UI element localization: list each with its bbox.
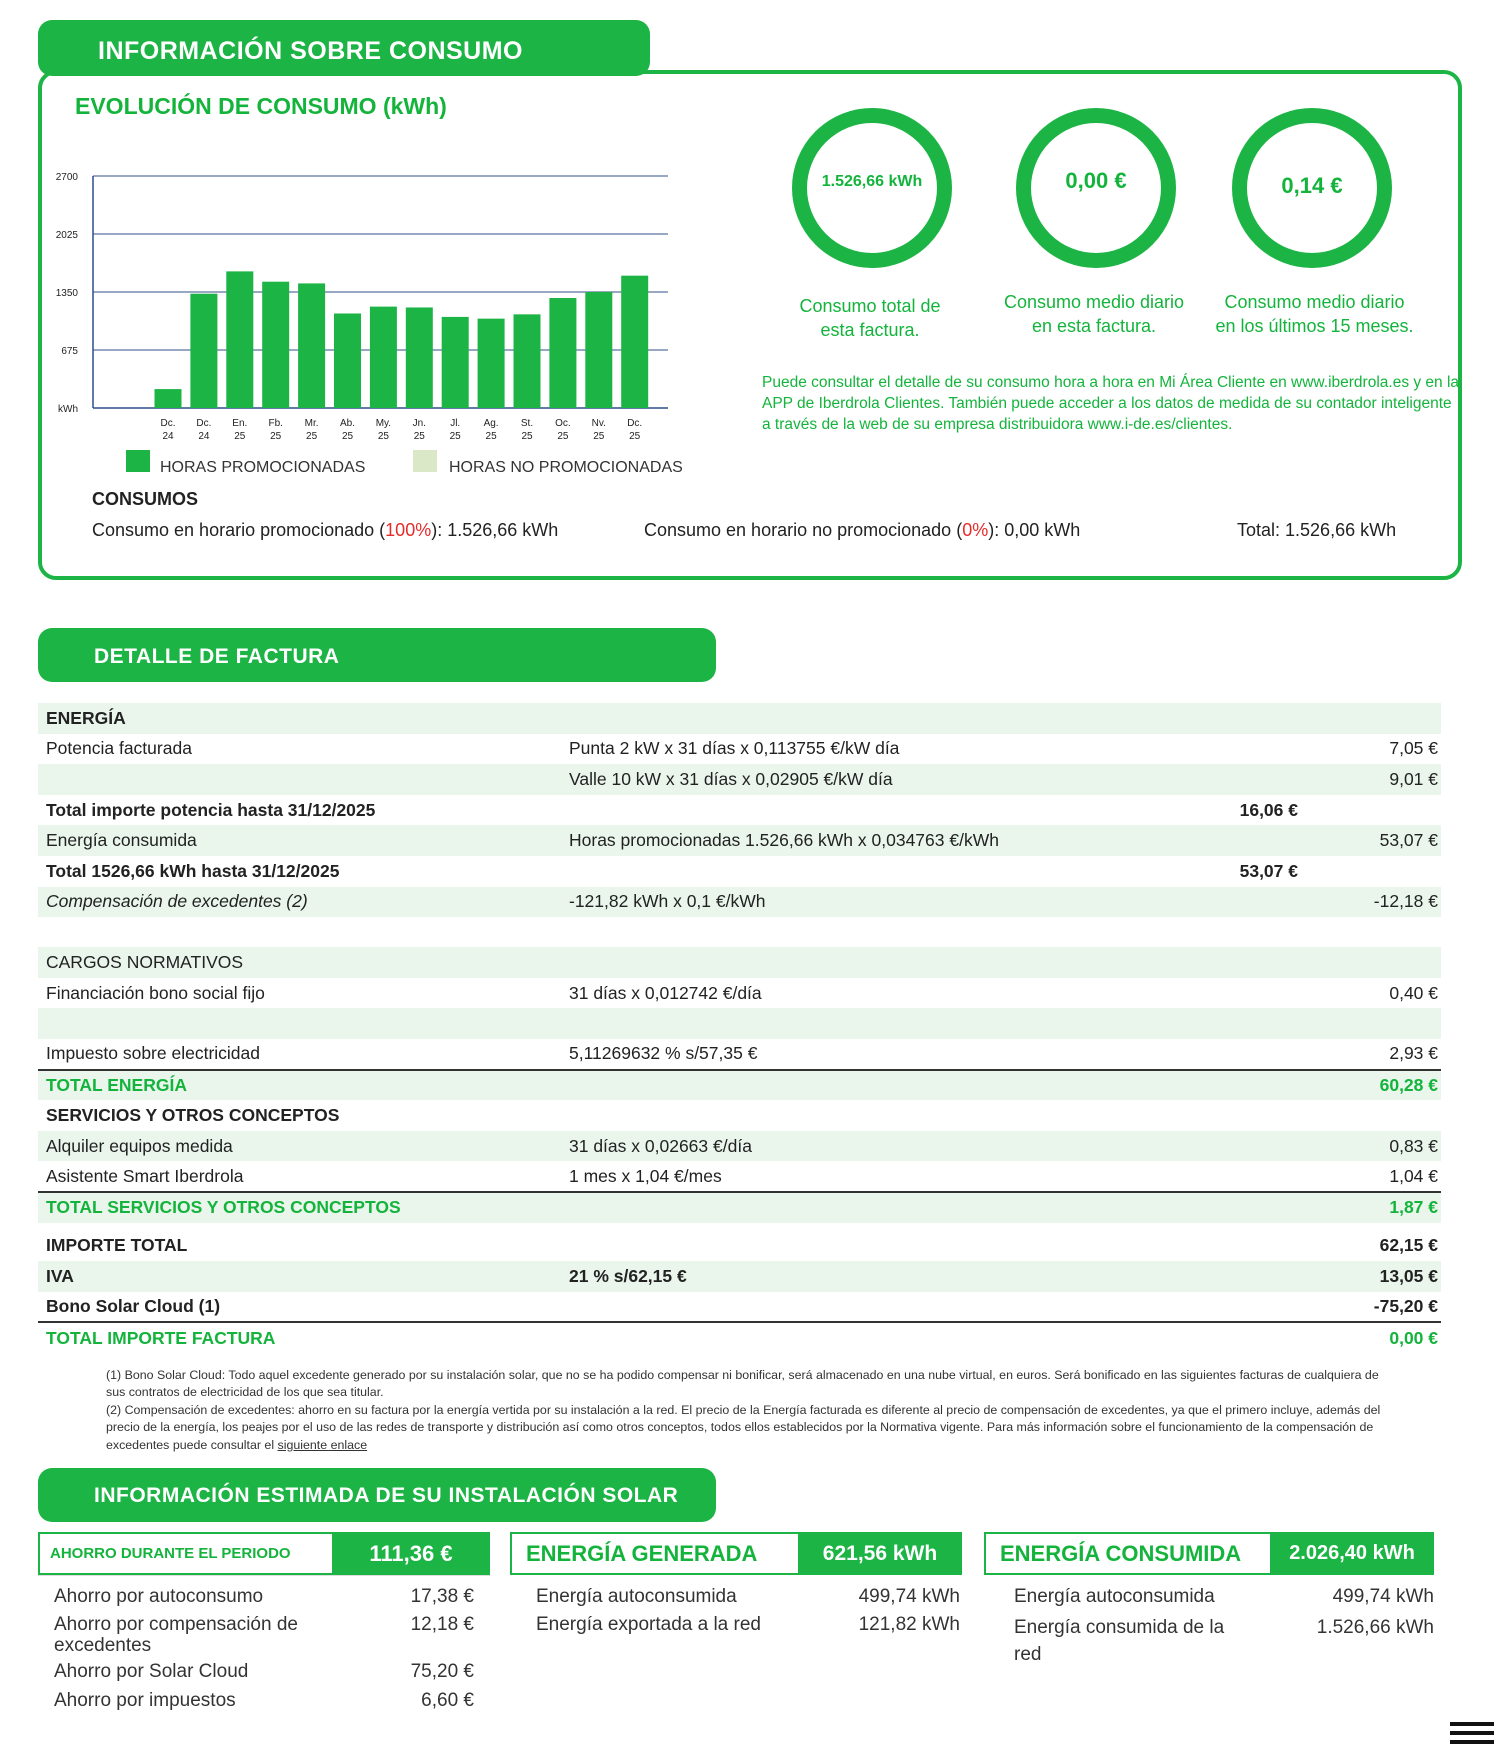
x-tick-label: Dc. — [627, 418, 643, 429]
x-tick-label: Nv. — [591, 418, 606, 429]
page-marker — [1450, 1740, 1494, 1744]
chart-title: EVOLUCIÓN DE CONSUMO (kWh) — [75, 93, 447, 119]
item-label: Ahorro por compensación de excedentes — [54, 1614, 298, 1656]
promo-pct: 100% — [385, 520, 432, 540]
row-label: Bono Solar Cloud (1) — [46, 1295, 221, 1316]
table-row — [38, 917, 1441, 947]
list-item — [54, 1661, 474, 1682]
list-item — [54, 1614, 474, 1656]
table-row — [38, 1161, 1441, 1192]
cell — [1301, 947, 1441, 978]
x-tick-label: 24 — [162, 431, 174, 442]
table-row — [38, 764, 1441, 795]
item-value: 12,18 € — [410, 1614, 474, 1635]
spacer — [38, 1008, 1441, 1039]
list-item — [1014, 1586, 1434, 1607]
consulta-info-text: Puede consultar el detalle de su consumo hora a hora en Mi Área Cliente en www.iberdrola.es y en la APP de Iberdrola Clientes. También puede acceder a los datos de medida de su contador inteligente a través de la web de su empresa distribuidora www.i-de.es/clientes. — [762, 374, 1460, 433]
consumo-medio-15m-ring — [1232, 108, 1392, 268]
bar-12 — [585, 292, 612, 408]
list-item — [536, 1614, 960, 1635]
row-desc: -121,82 kWh x 0,1 €/kWh — [561, 887, 1161, 918]
x-tick-label: 24 — [198, 431, 210, 442]
legend-promo-swatch — [126, 450, 150, 472]
row-value: 13,05 € — [1301, 1261, 1441, 1292]
x-tick-label: Fb. — [268, 418, 283, 429]
siguiente-enlace-link[interactable]: siguiente enlace — [277, 1437, 368, 1452]
bar-10 — [514, 314, 541, 408]
consumo-medio-factura-value: 0,00 € — [1065, 168, 1127, 193]
list-item — [1014, 1614, 1434, 1668]
legend-nopromo-label: HORAS NO PROMOCIONADAS — [449, 459, 683, 476]
row-desc: Valle 10 kW x 31 días x 0,02905 €/kW día — [561, 764, 1161, 795]
row-label: Total importe potencia hasta 31/12/2025 — [46, 799, 376, 820]
item-label: Ahorro por autoconsumo — [54, 1586, 264, 1607]
footnote-2 — [106, 1402, 1396, 1454]
caption-line: en esta factura. — [1031, 316, 1157, 336]
table-row — [38, 1100, 1441, 1131]
cell — [561, 856, 1161, 887]
legend-nopromo-swatch — [413, 450, 437, 472]
table-row — [38, 1008, 1441, 1039]
cell — [1301, 1100, 1441, 1131]
y-tick-label: 675 — [61, 346, 78, 357]
row-value: -75,20 € — [1373, 1295, 1438, 1316]
cell — [1161, 1070, 1301, 1101]
row-value: 60,28 € — [1301, 1070, 1441, 1101]
bar-11 — [549, 298, 576, 408]
table-row — [38, 1131, 1441, 1162]
cell — [561, 1100, 1161, 1131]
ahorro-divider — [38, 1575, 490, 1576]
x-tick-label: En. — [232, 418, 248, 429]
cell — [561, 1292, 1161, 1323]
cell — [561, 703, 1161, 734]
row-label: TOTAL ENERGÍA — [38, 1070, 561, 1101]
table-row — [38, 1192, 1441, 1223]
row-label: Total 1526,66 kWh hasta 31/12/2025 — [46, 860, 340, 881]
consumo-medio-factura-ring — [1016, 108, 1176, 268]
item-value: 499,74 kWh — [1332, 1586, 1434, 1607]
item-label: Energía exportada a la red — [536, 1614, 761, 1635]
table-row — [38, 1292, 1441, 1323]
consumo-nopromo-line — [644, 520, 1080, 541]
consumida-header — [984, 1532, 1434, 1575]
x-tick-label: Dc. — [160, 418, 176, 429]
x-tick-label: Dc. — [196, 418, 212, 429]
chart-x-labels — [161, 418, 643, 442]
row-desc: Punta 2 kW x 31 días x 0,113755 €/kW día — [569, 738, 900, 759]
caption-line: en los últimos 15 meses. — [1215, 316, 1414, 336]
cell — [561, 947, 1161, 978]
consumo-medio-factura-caption — [979, 290, 1209, 338]
item-label: Energía consumida de la red — [1014, 1617, 1225, 1665]
x-tick-label: 25 — [593, 431, 605, 442]
cell — [561, 1070, 1161, 1101]
cell — [1161, 887, 1301, 918]
row-label: Impuesto sobre electricidad — [46, 1043, 260, 1064]
footnote-1: (1) Bono Solar Cloud: Todo aquel excedente generado por su instalación solar, que no se ha podido compensar ni bonificar, será almacenado en una nube virtual, en euros. Será bonificado en las siguientes facturas de cualquiera de sus contratos de electricidad de los que sea titular. — [106, 1368, 1379, 1400]
cell — [1161, 978, 1301, 1009]
detalle-section-title: DETALLE DE FACTURA — [38, 628, 716, 682]
row-label: Energía consumida — [38, 825, 561, 856]
row-value: 62,15 € — [1379, 1235, 1438, 1256]
row-label: SERVICIOS Y OTROS CONCEPTOS — [46, 1104, 340, 1125]
nopromo-pct: 0% — [962, 520, 989, 540]
x-tick-label: My. — [375, 418, 392, 429]
bar-8 — [442, 317, 469, 408]
x-tick-label: Jn. — [412, 418, 426, 429]
text: ): 1.526,66 kWh — [431, 520, 559, 540]
row-desc: 5,11269632 % s/57,35 € — [569, 1043, 758, 1064]
total-consumo-value: 1.526,66 kWh — [821, 173, 923, 190]
footnotes — [106, 1367, 1396, 1454]
row-label: Compensación de excedentes (2) — [38, 887, 561, 918]
x-tick-label: Jl. — [450, 418, 461, 429]
bar-5 — [334, 313, 361, 408]
row-value: -12,18 € — [1301, 887, 1441, 918]
row-subtotal: 16,06 € — [1239, 799, 1298, 820]
item-label: Energía autoconsumida — [1014, 1586, 1215, 1607]
bar-3 — [262, 282, 289, 408]
x-tick-label: Ag. — [483, 418, 499, 429]
cell — [1161, 1292, 1301, 1323]
ahorro-label: AHORRO DURANTE EL PERIODO — [50, 1545, 291, 1562]
row-desc: 1 mes x 1,04 €/mes — [569, 1165, 722, 1186]
cell — [1161, 947, 1301, 978]
y-tick-label: 2700 — [55, 172, 78, 183]
y-tick-label: 1350 — [55, 288, 78, 299]
cell — [1161, 1261, 1301, 1292]
total-consumo-caption — [755, 294, 985, 342]
cell — [1301, 795, 1441, 826]
x-tick-label: Oc. — [555, 418, 571, 429]
cell — [1161, 1039, 1301, 1070]
cell — [561, 1322, 1161, 1353]
cell — [1161, 1192, 1301, 1223]
row-label: IMPORTE TOTAL — [46, 1235, 188, 1256]
row-label: TOTAL IMPORTE FACTURA — [38, 1322, 561, 1353]
text: Consumo en horario promocionado ( — [92, 520, 386, 540]
generada-header — [510, 1532, 962, 1575]
cell — [561, 1231, 1161, 1262]
row-value: 9,01 € — [1301, 764, 1441, 795]
x-tick-label: Mr. — [304, 418, 319, 429]
cell — [1161, 764, 1301, 795]
row-label: TOTAL SERVICIOS Y OTROS CONCEPTOS — [38, 1192, 561, 1223]
row-label: Financiación bono social fijo — [46, 982, 265, 1003]
caption-line: Consumo medio diario — [1224, 292, 1405, 312]
table-row — [38, 947, 1441, 978]
table-row — [38, 1261, 1441, 1292]
row-value: 7,05 € — [1389, 738, 1438, 759]
row-value: 1,87 € — [1301, 1192, 1441, 1223]
bar-0 — [155, 389, 182, 408]
x-tick-label: 25 — [521, 431, 533, 442]
cell — [1161, 1161, 1301, 1192]
row-value: 53,07 € — [1301, 825, 1441, 856]
bar-7 — [406, 307, 433, 408]
cell — [1161, 703, 1301, 734]
item-value: 499,74 kWh — [858, 1586, 960, 1607]
consumo-promo-line — [92, 520, 558, 541]
caption-line: Consumo total de — [799, 296, 941, 316]
row-desc: Horas promocionadas 1.526,66 kWh x 0,034763 €/kWh — [561, 825, 1161, 856]
row-desc: 21 % s/62,15 € — [561, 1261, 1161, 1292]
spacer — [38, 917, 1441, 947]
cell — [1161, 825, 1301, 856]
bar-13 — [621, 276, 648, 408]
bar-9 — [478, 319, 505, 408]
table-row — [38, 825, 1441, 856]
row-subtotal: 53,07 € — [1239, 860, 1298, 881]
cell — [38, 764, 561, 795]
x-tick-label: 25 — [449, 431, 461, 442]
table-row — [38, 703, 1441, 734]
consumida-label: ENERGÍA CONSUMIDA — [1000, 1540, 1242, 1566]
row-value: 0,83 € — [1301, 1131, 1441, 1162]
row-label: Alquiler equipos medida — [38, 1131, 561, 1162]
solar-section-title: INFORMACIÓN ESTIMADA DE SU INSTALACIÓN SOLAR — [38, 1468, 716, 1522]
bar-4 — [298, 283, 325, 408]
table-row — [38, 887, 1441, 918]
cell — [561, 795, 1161, 826]
row-label: ENERGÍA — [38, 703, 561, 734]
item-label: Ahorro por impuestos — [54, 1690, 236, 1711]
item-value: 1.526,66 kWh — [1316, 1617, 1434, 1638]
item-value: 6,60 € — [421, 1690, 474, 1711]
row-desc: 31 días x 0,012742 €/día — [569, 982, 762, 1003]
consumida-value: 2.026,40 kWh — [1270, 1532, 1434, 1575]
consumo-medio-15m-caption — [1192, 290, 1437, 338]
caption-line: Consumo medio diario — [1003, 292, 1185, 312]
detalle-factura-table — [38, 703, 1441, 1353]
cell — [1161, 1231, 1301, 1262]
item-value: 121,82 kWh — [858, 1614, 960, 1635]
table-row — [38, 1231, 1441, 1262]
item-value: 75,20 € — [410, 1661, 474, 1682]
generada-value: 621,56 kWh — [798, 1532, 962, 1575]
table-row — [38, 1322, 1441, 1353]
cell — [1161, 734, 1301, 765]
x-tick-label: 25 — [270, 431, 282, 442]
table-row — [38, 1039, 1441, 1070]
list-item — [54, 1690, 474, 1711]
x-tick-label: 25 — [413, 431, 425, 442]
cell — [1301, 856, 1441, 887]
bar-1 — [190, 294, 217, 408]
cell — [1161, 1131, 1301, 1162]
ahorro-header — [38, 1532, 490, 1575]
spacer — [38, 1223, 1441, 1231]
page-marker — [1450, 1722, 1494, 1726]
row-label: Potencia facturada — [46, 738, 192, 759]
x-tick-label: 25 — [629, 431, 641, 442]
x-tick-label: 25 — [377, 431, 389, 442]
consumos-heading: CONSUMOS — [92, 489, 199, 509]
list-item — [54, 1586, 474, 1607]
generada-label: ENERGÍA GENERADA — [526, 1540, 758, 1566]
consumo-medio-15m-value: 0,14 € — [1281, 173, 1343, 198]
x-tick-label: 25 — [557, 431, 569, 442]
item-label: Energía autoconsumida — [536, 1586, 737, 1607]
row-value: 1,04 € — [1389, 1165, 1438, 1186]
footnote-2-text: (2) Compensación de excedentes: ahorro en su factura por la energía vertida por su instalación a la red. El precio de la Energía facturada es diferente al precio de compensación de excedentes, ya que el primero incluye, además del precio de la energía, los peajes por el uso de las redes de transporte y distribución así como otros conceptos, todos ellos establecidos por la Normativa vigente. Para más información sobre el funcionamiento de la compensación de excedentes puede consultar el — [106, 1402, 1381, 1452]
cell — [1161, 1322, 1301, 1353]
row-value: 2,93 € — [1389, 1043, 1438, 1064]
item-label: Ahorro por Solar Cloud — [54, 1661, 249, 1682]
row-value: 0,00 € — [1301, 1322, 1441, 1353]
page-marker — [1450, 1731, 1494, 1735]
row-label: Asistente Smart Iberdrola — [46, 1165, 244, 1186]
x-tick-label: 25 — [234, 431, 246, 442]
x-tick-label: 25 — [341, 431, 354, 442]
table-row — [38, 978, 1441, 1009]
x-tick-label: 25 — [485, 431, 497, 442]
cell — [561, 1192, 1161, 1223]
bar-2 — [226, 271, 253, 408]
item-value: 17,38 € — [410, 1586, 474, 1607]
consumption-bar-chart — [38, 150, 698, 450]
table-row — [38, 856, 1441, 887]
row-label: CARGOS NORMATIVOS — [38, 947, 561, 978]
text: Consumo en horario no promocionado ( — [644, 520, 963, 540]
y-tick-label: kWh — [58, 404, 78, 415]
list-item — [536, 1586, 960, 1607]
x-tick-label: 25 — [306, 431, 318, 442]
cell — [1301, 703, 1441, 734]
row-label: IVA — [38, 1261, 561, 1292]
legend-promo-label: HORAS PROMOCIONADAS — [160, 459, 366, 476]
table-row — [38, 1070, 1441, 1101]
caption-line: esta factura. — [820, 320, 920, 340]
row-desc: 31 días x 0,02663 €/día — [561, 1131, 1161, 1162]
y-tick-label: 2025 — [55, 230, 78, 241]
consumo-section-title: INFORMACIÓN SOBRE CONSUMO — [38, 20, 650, 76]
x-tick-label: St. — [520, 418, 534, 429]
table-row — [38, 795, 1441, 826]
table-row — [38, 1223, 1441, 1231]
row-value: 0,40 € — [1389, 982, 1438, 1003]
ahorro-value: 111,36 € — [332, 1532, 490, 1575]
bar-6 — [370, 307, 397, 408]
table-row — [38, 734, 1441, 765]
total-consumo-ring — [792, 108, 952, 268]
consumo-total-line: Total: 1.526,66 kWh — [1237, 520, 1397, 540]
cell — [1161, 1100, 1301, 1131]
text: ): 0,00 kWh — [988, 520, 1081, 540]
x-tick-label: Ab. — [339, 418, 356, 429]
